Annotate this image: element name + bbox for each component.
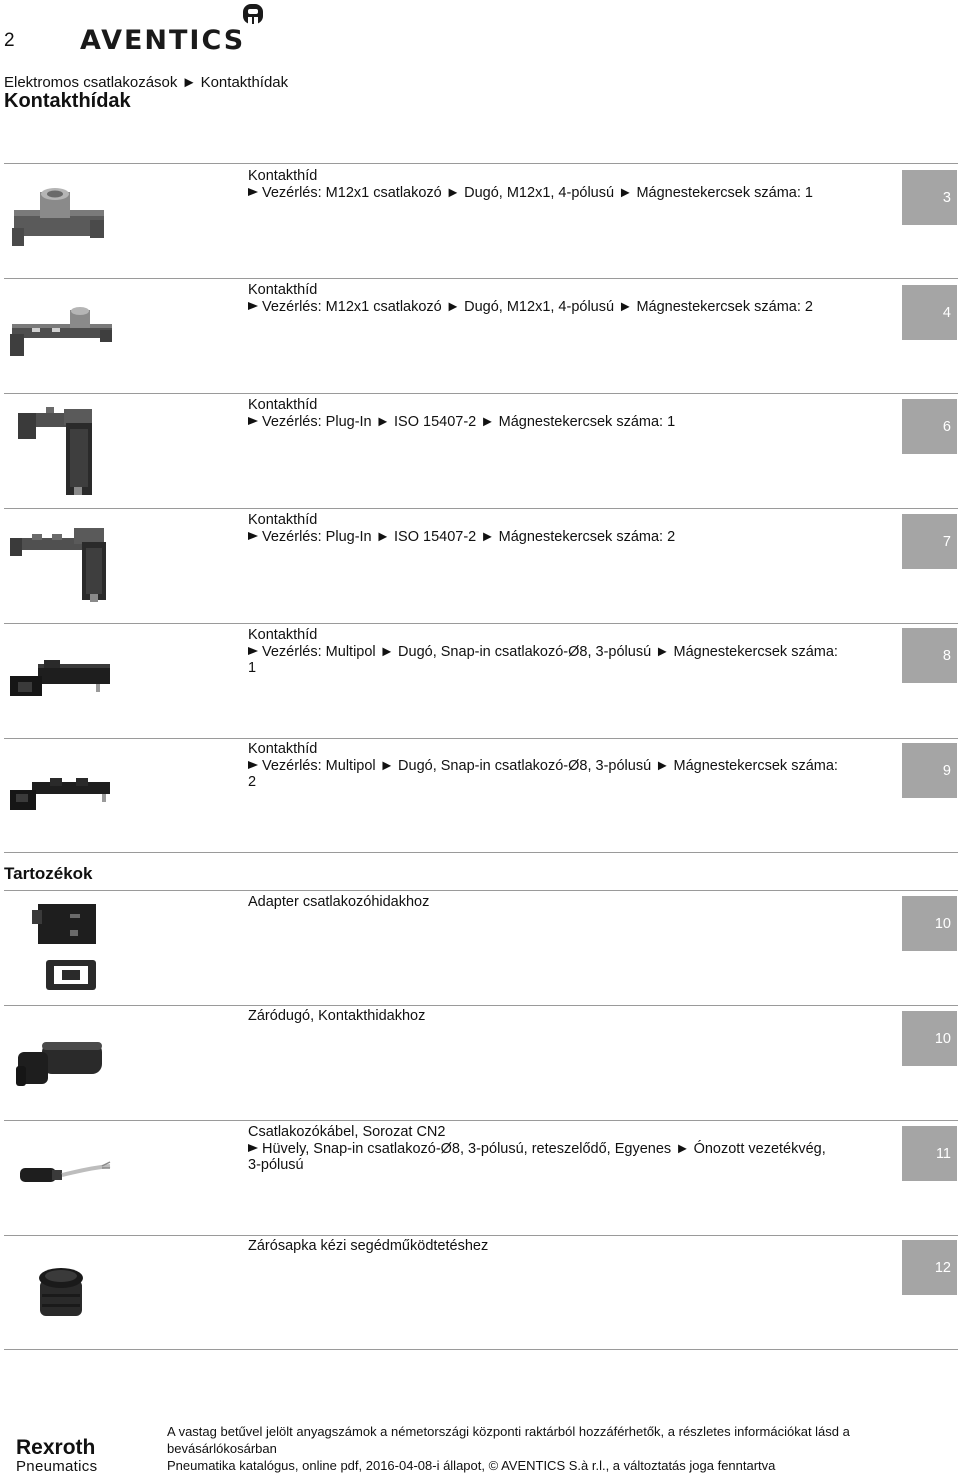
- row-divider: [4, 738, 958, 739]
- arrow-right-icon: [248, 647, 258, 655]
- page-link-button[interactable]: 10: [902, 1011, 957, 1066]
- row-name: Kontakthíd: [248, 512, 318, 528]
- row-text: [248, 741, 838, 791]
- arrow-right-icon: [248, 417, 258, 425]
- row-name: Kontakthíd: [248, 168, 318, 184]
- footer-brand-line1: Rexroth: [16, 1436, 96, 1459]
- arrow-right-icon: [248, 1144, 258, 1152]
- row-detail: Vezérlés: Multipol ► Dugó, Snap-in csatlakozó-Ø8, 3-pólusú ► Mágnestekercsek száma: 1: [248, 643, 838, 676]
- page-link-button[interactable]: 10: [902, 896, 957, 951]
- row-name: Adapter csatlakozóhidakhoz: [248, 894, 430, 910]
- row-divider: [4, 1120, 958, 1121]
- footer-brand-line2: Pneumatics: [16, 1458, 98, 1475]
- row-name: Kontakthíd: [248, 741, 318, 757]
- page-title: Kontakthídak: [4, 90, 131, 112]
- m12-bridge-2-image: [8, 302, 118, 367]
- row-divider: [4, 852, 958, 853]
- page-link-button[interactable]: 9: [902, 743, 957, 798]
- row-text: [248, 627, 838, 677]
- footer-note: A vastag betűvel jelölt anyagszámok a németországi központi raktárból hozzáférhetők, a részletes információkat lásd a bevásárlókosárban: [167, 1424, 850, 1456]
- row-divider: [4, 1005, 958, 1006]
- row-divider: [4, 890, 958, 891]
- row-divider: [4, 623, 958, 624]
- footer-text: [167, 1423, 957, 1474]
- page-link-button[interactable]: 11: [902, 1126, 957, 1181]
- page-link-button[interactable]: 7: [902, 514, 957, 569]
- row-divider: [4, 1349, 958, 1350]
- plugin-bridge-2-image: [8, 522, 112, 609]
- plugin-bridge-1-image: [16, 403, 106, 504]
- row-detail: Vezérlés: Multipol ► Dugó, Snap-in csatlakozó-Ø8, 3-pólusú ► Mágnestekercsek száma: 2: [248, 757, 838, 790]
- row-detail: Vezérlés: M12x1 csatlakozó ► Dugó, M12x1, 4-pólusú ► Mágnestekercsek száma: 1: [262, 184, 813, 201]
- row-name: Csatlakozókábel, Sorozat CN2: [248, 1124, 446, 1140]
- row-text: [248, 282, 838, 315]
- page-link-button[interactable]: 12: [902, 1240, 957, 1295]
- row-text: [248, 512, 838, 545]
- arrow-right-icon: [248, 761, 258, 769]
- row-text: [248, 1124, 838, 1174]
- arrow-right-icon: [248, 188, 258, 196]
- row-text: [248, 1008, 838, 1025]
- page-number: 2: [4, 30, 15, 51]
- row-name: Záródugó, Kontakthidakhoz: [248, 1008, 426, 1024]
- row-text: [248, 894, 838, 911]
- row-detail: Vezérlés: M12x1 csatlakozó ► Dugó, M12x1, 4-pólusú ► Mágnestekercsek száma: 2: [262, 298, 813, 315]
- row-detail: Vezérlés: Plug-In ► ISO 15407-2 ► Mágnestekercsek száma: 2: [262, 528, 676, 545]
- m12-bridge-1-image: [10, 182, 110, 257]
- page-link-button[interactable]: 3: [902, 170, 957, 225]
- cap-image: [34, 1264, 90, 1325]
- row-divider: [4, 508, 958, 509]
- multipol-bridge-2-image: [8, 770, 114, 821]
- footer-catalog: Pneumatika katalógus, online pdf, 2016-04-08-i állapot, © AVENTICS S.à r.l., a változtatás joga fenntartva: [167, 1458, 776, 1473]
- page-link-button[interactable]: 8: [902, 628, 957, 683]
- row-text: [248, 397, 838, 430]
- row-divider: [4, 278, 958, 279]
- breadcrumb[interactable]: Elektromos csatlakozások ► Kontakthídak: [4, 74, 289, 91]
- aventics-logo: [80, 2, 270, 57]
- section-title: Tartozékok: [4, 864, 93, 883]
- row-divider: [4, 1235, 958, 1236]
- row-text: [248, 1238, 838, 1255]
- row-divider: [4, 393, 958, 394]
- rexroth-logo: [16, 1437, 97, 1475]
- row-name: Kontakthíd: [248, 282, 318, 298]
- page-link-button[interactable]: 6: [902, 399, 957, 454]
- page-link-button[interactable]: 4: [902, 285, 957, 340]
- cable-image: [16, 1154, 112, 1195]
- row-name: Kontakthíd: [248, 397, 318, 413]
- row-text: [248, 168, 838, 201]
- arrow-right-icon: [248, 302, 258, 310]
- row-name: Zárósapka kézi segédműködtetéshez: [248, 1238, 489, 1254]
- row-detail: Vezérlés: Plug-In ► ISO 15407-2 ► Mágnestekercsek száma: 1: [262, 413, 676, 430]
- plug-image: [12, 1036, 108, 1097]
- multipol-bridge-1-image: [8, 652, 114, 707]
- arrow-right-icon: [248, 532, 258, 540]
- brand-text: AVENTICS: [80, 25, 246, 52]
- adapter-image: [30, 900, 106, 1001]
- row-name: Kontakthíd: [248, 627, 318, 643]
- row-divider: [4, 163, 958, 164]
- row-detail: Hüvely, Snap-in csatlakozó-Ø8, 3-pólusú, reteszelődő, Egyenes ► Ónozott vezetékvég, 3-pólusú: [248, 1140, 826, 1173]
